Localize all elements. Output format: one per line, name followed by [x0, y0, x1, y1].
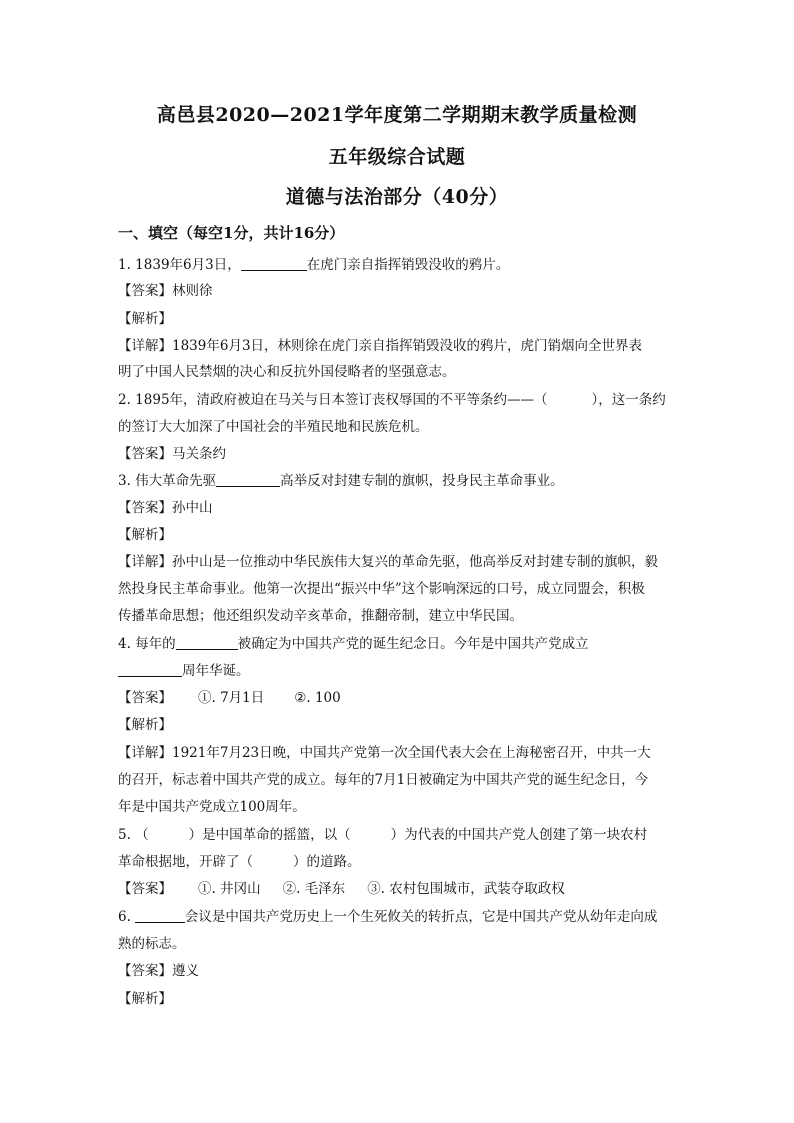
question-1: 1. 1839年6月3日， 在虎门亲自指挥销毁没收的鸦片。 — [118, 257, 510, 273]
question-5-cont: 革命根据地，开辟了（ ）的道路。 — [118, 854, 361, 870]
detail-3-cont: 然投身民主革命事业。他第一次提出“振兴中华”这个影响深远的口号，成立同盟会，积极 — [118, 581, 645, 597]
analysis-label: 【解析】 — [118, 311, 172, 327]
answer-4: 【答案】 ①. 7月1日 ②. 100 — [118, 690, 341, 706]
detail-4-cont: 年是中国共产党成立100周年。 — [118, 799, 306, 815]
detail-1-cont: 明了中国人民禁烟的决心和反抗外国侵略者的坚强意志。 — [118, 364, 456, 380]
section-title: 道德与法治部分（40分） — [285, 186, 509, 208]
analysis-label: 【解析】 — [118, 717, 172, 733]
analysis-label: 【解析】 — [118, 527, 172, 543]
answer-blank — [241, 256, 307, 271]
detail-4: 【详解】1921年7月23日晚，中国共产党第一次全国代表大会在上海秘密召开，中共一大 — [118, 745, 651, 761]
detail-3-cont: 传播革命思想；他还组织发动辛亥革命，推翻帝制，建立中华民国。 — [118, 608, 523, 624]
question-2: 2. 1895年，清政府被迫在马关与日本签订丧权辱国的不平等条约——（ ），这一条约 — [118, 392, 666, 408]
answer-1: 【答案】林则徐 — [118, 283, 213, 299]
answer-3: 【答案】孙中山 — [118, 500, 213, 516]
detail-3: 【详解】孙中山是一位推动中华民族伟大复兴的革命先驱，他高举反对封建专制的旗帜，毅 — [118, 554, 658, 570]
question-4: 4. 每年的 被确定为中国共产党的诞生纪念日。今年是中国共产党成立 — [118, 636, 589, 652]
detail-4-cont: 的召开，标志着中国共产党的成立。每年的7月1日被确定为中国共产党的诞生纪念日，今 — [118, 772, 649, 788]
detail-1: 【详解】1839年6月3日，林则徐在虎门亲自指挥销毁没收的鸦片，虎门销烟向全世界表 — [118, 338, 643, 354]
answer-blank — [135, 908, 185, 923]
section-heading: 一、填空（每空1分，共计16分） — [118, 224, 345, 242]
answer-5: 【答案】 ①. 井冈山 ②. 毛泽东 ③. 农村包围城市，武装夺取政权 — [118, 881, 565, 897]
exam-title: 高邑县2020—2021学年度第二学期期末教学质量检测 — [156, 104, 638, 126]
question-5: 5. （ ）是中国革命的摇篮，以（ ）为代表的中国共产党人创建了第一块农村 — [118, 827, 648, 843]
question-6-cont: 熟的标志。 — [118, 936, 186, 952]
question-4-cont: 周年华诞。 — [118, 659, 678, 679]
answer-2: 【答案】马关条约 — [118, 446, 226, 462]
question-6: 6. 会议是中国共产党历史上一个生死攸关的转折点，它是中国共产党从幼年走向成 — [118, 909, 658, 925]
answer-blank — [176, 635, 238, 650]
analysis-label: 【解析】 — [118, 991, 172, 1007]
answer-blank — [118, 662, 182, 677]
question-3: 3. 伟大革命先驱 高举反对封建专制的旗帜，投身民主革命事业。 — [118, 473, 564, 489]
exam-subtitle: 五年级综合试题 — [328, 146, 466, 168]
answer-blank — [216, 472, 280, 487]
answer-6: 【答案】遵义 — [118, 963, 199, 979]
question-2-cont: 的签订大大加深了中国社会的半殖民地和民族危机。 — [118, 419, 429, 435]
